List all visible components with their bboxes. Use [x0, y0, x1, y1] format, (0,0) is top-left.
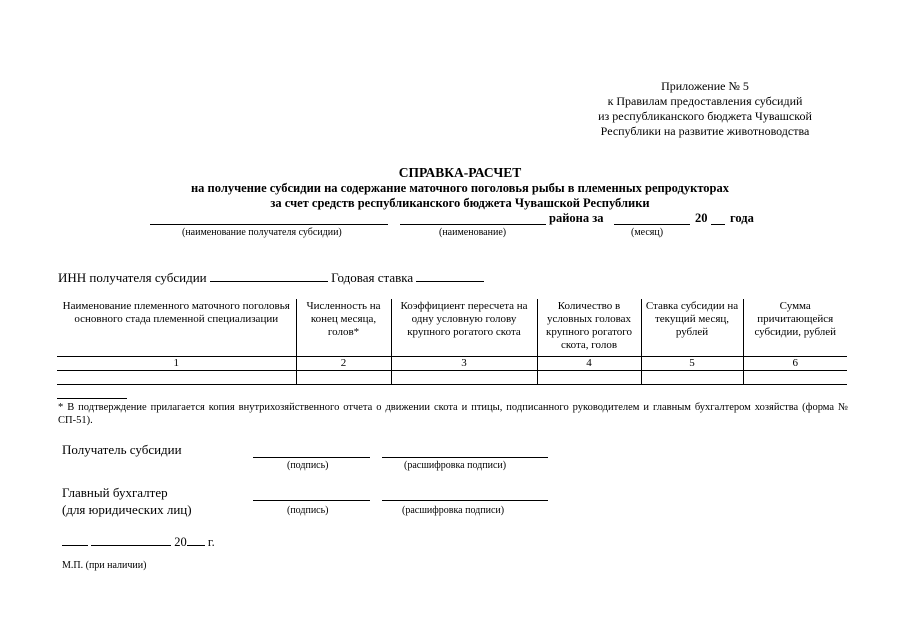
annual-rate-blank[interactable] — [416, 269, 484, 282]
title-main: СПРАВКА-РАСЧЕТ — [398, 165, 522, 180]
table-cell[interactable] — [743, 371, 847, 385]
appendix-header — [560, 79, 850, 139]
caption-recipient: (наименование получателя субсидии) — [182, 227, 342, 238]
caption-signature: (подпись) — [287, 460, 329, 471]
header-conditional-heads: Количество в условных головах крупного рогатого скота, голов — [537, 299, 641, 357]
footnote-divider — [57, 398, 127, 399]
column-number: 5 — [641, 357, 743, 371]
name-blank[interactable] — [400, 211, 546, 225]
column-number: 1 — [57, 357, 296, 371]
table-cell[interactable] — [57, 371, 296, 385]
header-coefficient: Коэффициент пересчета на одну условную голову крупного рогатого скота — [391, 299, 537, 357]
stamp-place: М.П. (при наличии) — [62, 560, 147, 571]
table-header-row — [57, 299, 847, 357]
year-blank[interactable] — [711, 211, 725, 225]
recipient-signature-label: Получатель субсидии — [62, 442, 182, 457]
caption-decoding: (расшифровка подписи) — [402, 505, 505, 516]
header-amount: Сумма причитающейся субсидии, рублей — [743, 299, 847, 357]
title-subtitle: на получение субсидии на содержание маточного поголовья рыбы в племенных репродукторах — [190, 181, 730, 195]
inn-blank[interactable] — [210, 269, 328, 282]
column-number: 4 — [537, 357, 641, 371]
calculation-table — [57, 299, 847, 385]
accountant-label-note: (для юридических лиц) — [62, 502, 192, 517]
accountant-signature-blank[interactable] — [253, 487, 370, 501]
header-rate: Ставка субсидии на текущий месяц, рублей — [641, 299, 743, 357]
column-number: 6 — [743, 357, 847, 371]
month-blank[interactable] — [614, 211, 690, 225]
table-row — [57, 371, 847, 385]
document-title — [60, 164, 860, 211]
caption-name: (наименование) — [439, 227, 507, 238]
recipient-decoding-blank[interactable] — [382, 444, 548, 458]
recipient-signature-blank[interactable] — [253, 444, 370, 458]
inn-label: ИНН получателя субсидии — [58, 270, 207, 285]
table-cell[interactable] — [391, 371, 537, 385]
column-number: 2 — [296, 357, 391, 371]
inn-rate-line — [58, 269, 484, 286]
month-blank[interactable] — [91, 533, 171, 546]
date-year-suffix: г. — [207, 535, 215, 549]
table-cell[interactable] — [641, 371, 743, 385]
annual-rate-label: Годовая ставка — [331, 270, 414, 285]
year-prefix: 20 — [695, 211, 708, 225]
caption-month: (месяц) — [631, 227, 664, 238]
appendix-line: к Правилам предоставления субсидий — [607, 94, 803, 108]
column-number: 3 — [391, 357, 537, 371]
title-subtitle: за счет средств республиканского бюджета Чувашской Республики — [270, 196, 650, 210]
accountant-decoding-blank[interactable] — [382, 487, 548, 501]
date-year-prefix: 20 — [174, 535, 187, 549]
recipient-period-line — [150, 211, 770, 241]
day-blank[interactable] — [62, 533, 88, 546]
district-label: района за — [549, 211, 604, 225]
table-cell[interactable] — [537, 371, 641, 385]
year-suffix: года — [730, 211, 754, 225]
header-breed-name: Наименование племенного маточного поголовья основного стада племенной специализации — [57, 299, 296, 357]
footnote: * В подтверждение прилагается копия внутрихозяйственного отчета о движении скота и птицы, подписанного руководителем и главным бухгалтером хозяйства (форма № СП-51). — [58, 402, 848, 426]
appendix-line: Республики на развитие животноводства — [600, 124, 810, 138]
date-year-blank[interactable] — [187, 533, 205, 546]
date-line — [62, 533, 215, 550]
table-cell[interactable] — [296, 371, 391, 385]
header-headcount: Численность на конец месяца, голов* — [296, 299, 391, 357]
accountant-label: Главный бухгалтер — [62, 485, 168, 500]
column-number-row — [57, 357, 847, 371]
appendix-line: из республиканского бюджета Чувашской — [598, 109, 812, 123]
caption-decoding: (расшифровка подписи) — [404, 460, 507, 471]
caption-signature: (подпись) — [287, 505, 329, 516]
appendix-number: Приложение № 5 — [661, 79, 749, 93]
recipient-name-blank[interactable] — [150, 211, 388, 225]
